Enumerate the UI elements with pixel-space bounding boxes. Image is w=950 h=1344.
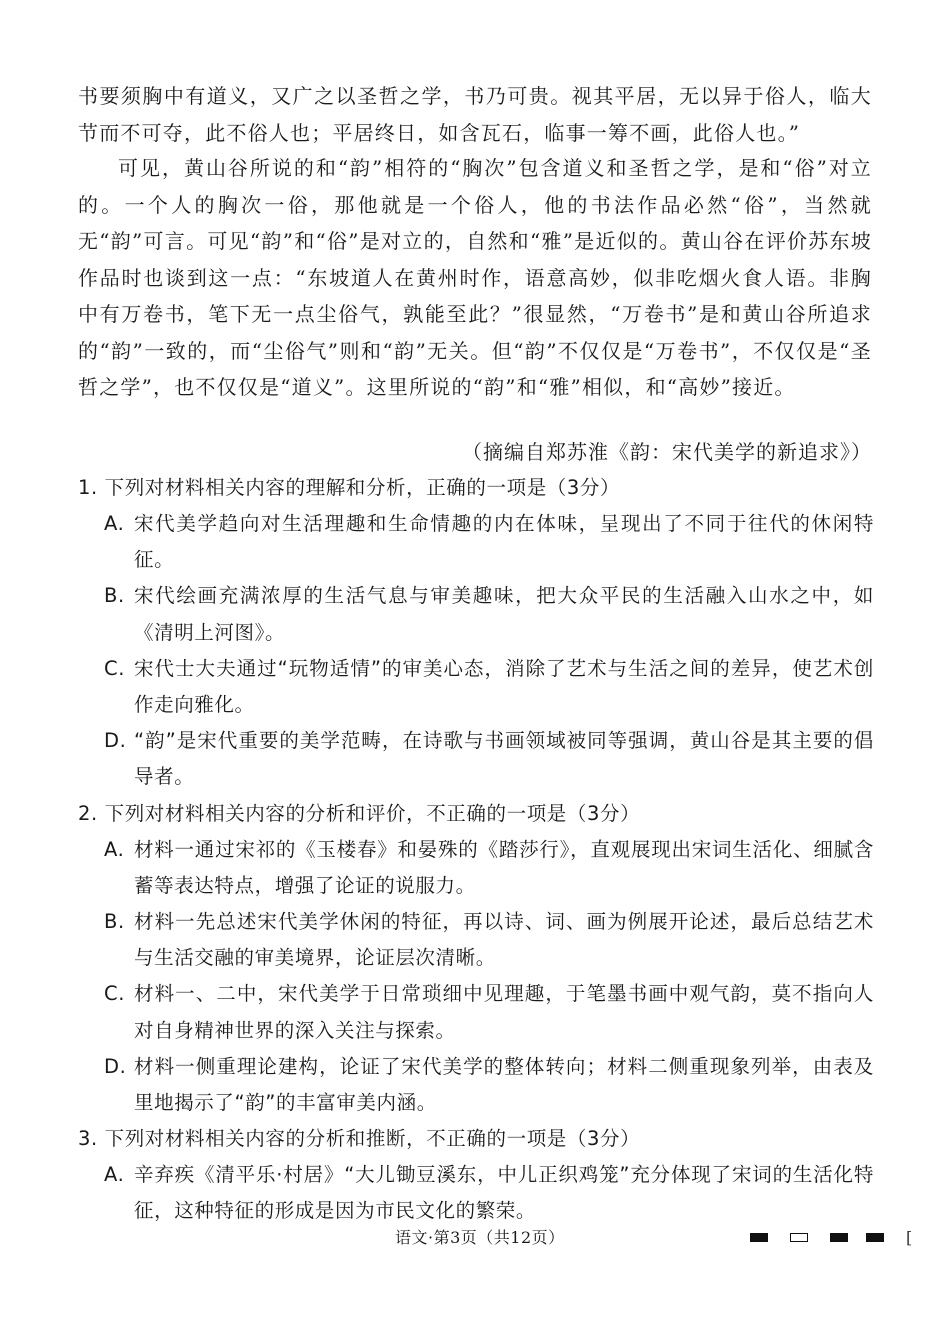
passage-paragraph: 可见，黄山谷所说的和“韵”相符的“胸次”包含道义和圣哲之学，是和“俗”对立的。一个人的胸次一俗，那他就是一个俗人，他的书法作品必然“俗”，当然就无“韵”可言。可见“韵”和“俗”是对立的，自然和“雅”是近似的。黄山谷在评价苏东坡作品时也谈到这一点：“东坡道人在黄州时作，语意高妙，似非吃烟火食人语。非胸中有万卷书，笔下无一点尘俗气，孰能至此？”很显然，“万卷书”是和黄山谷所追求的“韵”一致的，而“尘俗气”则和“韵”无关。但“韵”不仅仅是“万卷书”，不仅仅是“圣哲之学”，也不仅仅是“道义”。这里所说的“韵”和“雅”相似，和“高妙”接近。 — [78, 156, 872, 399]
option-text: 材料一、二中，宋代美学于日常琐细中见理趣，于笔墨书画中观气韵，莫不指向人对自身精神世界的深入关注与探索。 — [134, 982, 874, 1042]
question-stem: 3. 下列对材料相关内容的分析和推断，不正确的一项是（3分） — [78, 1127, 641, 1151]
option-letter: C. — [104, 656, 126, 680]
page-number: 语文·第3页（共12页） — [395, 1228, 565, 1247]
option-2a — [104, 832, 874, 904]
option-letter: D. — [104, 1054, 127, 1078]
registration-mark-filled — [830, 1233, 848, 1242]
registration-mark-filled — [750, 1233, 768, 1242]
option-2b — [104, 904, 874, 976]
option-text: 辛弃疾《清平乐·村居》“大儿锄豆溪东，中儿正织鸡笼”充分体现了宋词的生活化特征，这种特征的形成是因为市民文化的繁荣。 — [134, 1163, 874, 1223]
option-letter: C. — [104, 982, 126, 1006]
question-3 — [78, 1121, 874, 1229]
option-letter: D. — [104, 729, 127, 753]
option-letter: B. — [104, 910, 125, 934]
registration-mark-hollow — [790, 1233, 808, 1242]
option-text: 宋代士大夫通过“玩物适情”的审美心态，消除了艺术与生活之间的差异，使艺术创作走向雅化。 — [134, 656, 874, 717]
edge-bracket: [ — [906, 1228, 913, 1247]
option-letter: B. — [104, 584, 125, 608]
page-footer — [0, 1224, 950, 1254]
question-list — [78, 470, 874, 1230]
option-3a — [104, 1157, 874, 1229]
option-2d — [104, 1049, 874, 1121]
option-1d — [104, 723, 874, 795]
question-stem: 1. 下列对材料相关内容的理解和分析，正确的一项是（3分） — [78, 476, 621, 499]
registration-mark-filled — [866, 1233, 884, 1242]
option-text: 宋代绘画充满浓厚的生活气息与审美趣味，把大众平民的生活融入山水之中，如《清明上河图》。 — [134, 584, 874, 644]
option-text: “韵”是宋代重要的美学范畴，在诗歌与书画领域被同等强调，黄山谷是其主要的倡导者。 — [134, 729, 874, 789]
option-2c — [104, 976, 874, 1048]
option-1c — [104, 651, 874, 723]
option-1b — [104, 578, 874, 650]
question-1 — [78, 470, 874, 796]
passage-source: （摘编自郑苏淮《韵：宋代美学的新追求》） — [462, 440, 872, 464]
option-text: 材料一先总述宋代美学休闲的特征，再以诗、词、画为例展开论述，最后总结艺术与生活交融的审美境界，论证层次清晰。 — [134, 910, 874, 970]
option-letter: A. — [104, 837, 125, 861]
passage-intro: 书要须胸中有道义，又广之以圣哲之学，书乃可贵。视其平居，无以异于俗人，临大节而不可夺，此不俗人也；平居终日，如含瓦石，临事一筹不画，此俗人也。” — [78, 84, 872, 145]
option-1a — [104, 506, 874, 578]
option-text: 材料一通过宋祁的《玉楼春》和晏殊的《踏莎行》，直观展现出宋词生活化、细腻含蓄等表达特点，增强了论证的说服力。 — [134, 837, 874, 897]
question-2 — [78, 796, 874, 1122]
question-stem: 2. 下列对材料相关内容的分析和评价，不正确的一项是（3分） — [78, 801, 641, 825]
option-letter: A. — [104, 512, 125, 535]
option-text: 材料一侧重理论建构，论证了宋代美学的整体转向；材料二侧重现象列举，由表及里地揭示了“韵”的丰富审美内涵。 — [134, 1054, 874, 1115]
option-text: 宋代美学趋向对生活理趣和生命情趣的内在体味，呈现出了不同于往代的休闲特征。 — [134, 512, 874, 572]
option-letter: A. — [104, 1163, 125, 1187]
